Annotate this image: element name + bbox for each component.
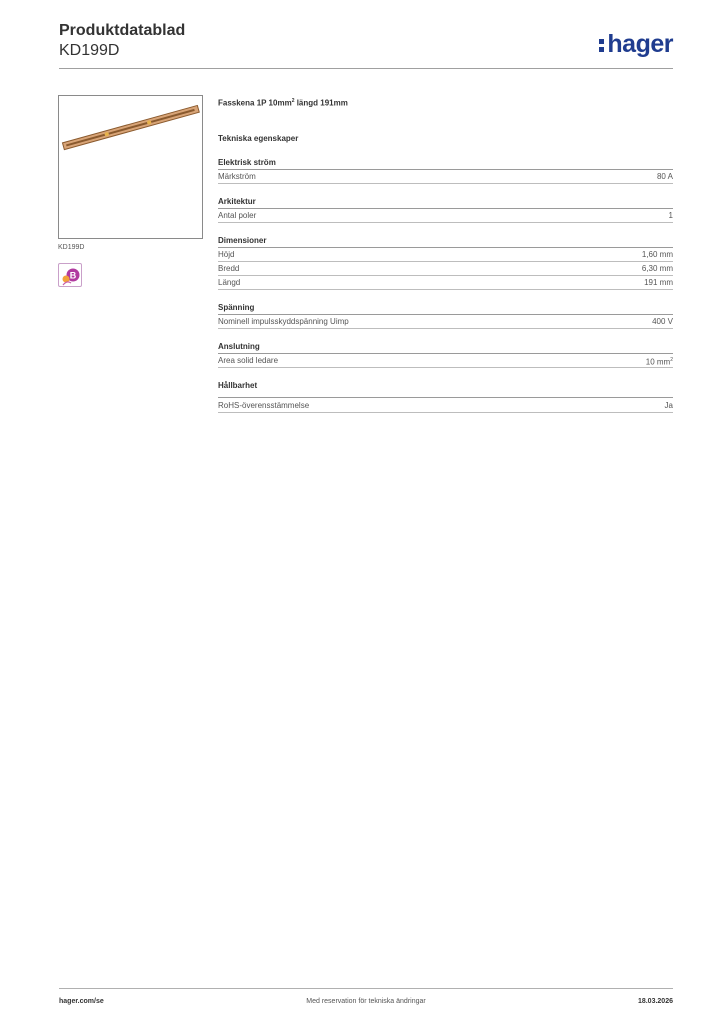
svg-text:B: B bbox=[69, 270, 77, 281]
image-caption: KD199D bbox=[58, 244, 85, 251]
product-code: KD199D bbox=[59, 42, 120, 59]
spec-group-architecture bbox=[218, 196, 673, 223]
spec-value: Ja bbox=[664, 400, 673, 410]
spec-label: RoHS-överensstämmelse bbox=[218, 400, 310, 410]
busbar-image-icon bbox=[59, 96, 204, 240]
spec-value: 191 mm bbox=[644, 277, 673, 287]
spec-row bbox=[218, 170, 673, 184]
hager-logo bbox=[599, 30, 673, 59]
spec-value: 80 A bbox=[656, 171, 673, 181]
section-heading: Tekniska egenskaper bbox=[218, 133, 299, 143]
spec-value: 6,30 mm bbox=[641, 263, 673, 273]
document-title: Produktdatablad bbox=[59, 22, 186, 39]
group-title: Spänning bbox=[218, 302, 673, 315]
spec-value: 1,60 mm bbox=[641, 249, 673, 259]
spec-group-connection bbox=[218, 341, 673, 368]
spec-label: Märkström bbox=[218, 171, 256, 181]
logo-text: hager bbox=[607, 30, 673, 58]
spec-row bbox=[218, 276, 673, 290]
footer-website-link[interactable]: hager.com/se bbox=[59, 998, 104, 1005]
spec-row bbox=[218, 209, 673, 223]
spec-value: 1 bbox=[668, 210, 673, 220]
spec-label: Höjd bbox=[218, 249, 235, 259]
group-title: Dimensioner bbox=[218, 235, 673, 248]
spec-label: Antal poler bbox=[218, 210, 257, 220]
product-image bbox=[58, 95, 203, 239]
spec-group-voltage bbox=[218, 302, 673, 329]
specifications bbox=[218, 96, 673, 413]
group-title: Arkitektur bbox=[218, 196, 673, 209]
header-divider bbox=[59, 68, 673, 69]
page-header bbox=[59, 22, 673, 70]
spec-row bbox=[218, 315, 673, 329]
spec-group-sustainability bbox=[218, 380, 673, 413]
group-title: Anslutning bbox=[218, 341, 673, 354]
spec-row bbox=[218, 398, 673, 413]
spec-group-dimensions bbox=[218, 235, 673, 290]
product-title: Fasskena 1P $10mm^2$ längd 191mm bbox=[218, 98, 348, 108]
spec-row bbox=[218, 248, 673, 262]
spec-label: Längd bbox=[218, 277, 241, 287]
spec-value: 400 V bbox=[652, 316, 673, 326]
footer-divider bbox=[59, 988, 673, 989]
logo-dots-icon bbox=[599, 34, 605, 53]
spec-label: Area solid ledare bbox=[218, 355, 279, 365]
footer-note: Med reservation för tekniska ändringar bbox=[306, 998, 426, 1005]
group-title: Hållbarhet bbox=[218, 380, 673, 398]
sustainability-badge-icon bbox=[58, 263, 82, 287]
spec-value: 10 $mm^2$ bbox=[645, 356, 673, 367]
spec-label: Nominell impulsskyddspänning Uimp bbox=[218, 316, 349, 326]
spec-row bbox=[218, 262, 673, 276]
spec-label: Bredd bbox=[218, 263, 240, 273]
footer-date: 18.03.2026 bbox=[637, 998, 673, 1005]
spec-row bbox=[218, 354, 673, 368]
spec-group-electric-current bbox=[218, 157, 673, 184]
group-title: Elektrisk ström bbox=[218, 157, 673, 170]
